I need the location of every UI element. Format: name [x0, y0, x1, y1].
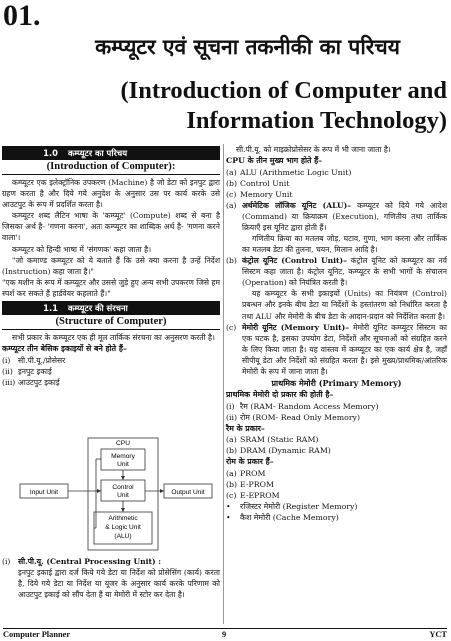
item-heading: सी.पी.यू. (Central Processing Unit) : — [18, 557, 162, 566]
title-en-line2: Information Technology) — [186, 107, 447, 134]
list-marker: (a) — [226, 435, 237, 445]
alu-label: & Logic Unit — [105, 524, 141, 531]
list-item — [2, 366, 220, 377]
list-marker: (c) — [226, 490, 237, 500]
primary-memory-types-heading: प्राथमिक मेमोरी दो प्रकार की होती है– — [226, 390, 334, 400]
list-item — [226, 512, 447, 523]
list-marker: (ii) — [2, 366, 13, 376]
list-item — [226, 501, 447, 512]
list-text: रैम (RAM- Random Access Memory) — [240, 401, 379, 411]
arrow-heads — [97, 476, 164, 512]
item-text: कंट्रोल यूनिट को कम्प्यूटर का नर्व सिस्टम कहा जाता है। कंट्रोल यूनिट, कम्प्यूटर के सभी भागों के संचालन (Operation) को नियंत्रित करती है। — [242, 256, 447, 288]
bullet-icon: • — [226, 512, 231, 522]
section-title-hindi: कम्प्यूटर का परिचय — [68, 148, 128, 158]
section-number: 1.1 — [43, 303, 58, 314]
list-text: इनपुट इकाई — [18, 366, 52, 376]
quote-paragraph: "एक मशीन के रूप में कम्प्यूटर और उससे जुड़े हुए अन्य सभी उपकरण जिसे हम स्पर्श कर सकते हैं हार्डवेयर कहलाते हैं।" — [2, 277, 220, 298]
column-divider — [223, 144, 224, 624]
paragraph: कम्प्यूटर एक इलेक्ट्रॉनिक उपकरण (Machine) है जो डेटा को इनपुट द्वारा ग्रहण करता है और दिये गये अनुदेश के अनुसार उस पर कार्य करके उसे आउटपुट के रूप में प्रदर्शित करता है। — [2, 178, 220, 210]
list-item — [226, 401, 447, 412]
cpu-parts-heading: CPU के तीन मुख्य भाग होते हैं– — [226, 156, 323, 166]
paragraph: यह कम्प्यूटर के सभी इकाइयों (Units) का नियंत्रण (Control) प्रबन्धन और इनके बीच डेटा या निर्देशों के हस्तांतरण को निर्धारित करता है तथा ALU और मेमोरी के बीच डेटा के आदान-प्रदान को निर्देशित करता है। — [242, 289, 447, 321]
list-text: SRAM (Static RAM) — [240, 435, 319, 445]
rom-types-heading: रोम के प्रकार हैं– — [226, 457, 274, 467]
page-footer — [3, 628, 447, 641]
item-marker: (c) — [226, 322, 237, 332]
alu-label: (ALU) — [114, 533, 132, 540]
list-item — [226, 490, 447, 501]
list-marker: (a) — [226, 167, 237, 177]
memory-unit-item — [226, 322, 447, 377]
list-item — [226, 445, 447, 456]
memory-unit-label: Unit — [117, 461, 129, 468]
right-column — [226, 144, 447, 523]
section-1-1-bar — [2, 301, 220, 315]
list-text: Control Unit — [240, 178, 290, 188]
list-text: DRAM (Dynamic RAM) — [240, 446, 331, 456]
definition-item — [2, 556, 220, 567]
list-marker: (b) — [226, 479, 238, 489]
list-item — [2, 377, 220, 388]
list-text: E-EPROM — [240, 490, 280, 500]
list-marker: (c) — [226, 189, 237, 199]
list-marker: (b) — [226, 178, 238, 188]
list-marker: (i) — [226, 401, 235, 411]
footer-publisher: YCT — [429, 630, 447, 639]
section-title-english: (Introduction of Computer): — [2, 160, 220, 175]
chapter-title-english — [85, 76, 447, 136]
list-item — [226, 167, 447, 178]
item-heading: कंट्रोल यूनिट (Control Unit)– — [242, 256, 347, 266]
item-heading: मेमोरी यूनिट (Memory Unit)– — [242, 322, 350, 332]
footer-book-title: Computer Planner — [3, 630, 71, 639]
list-item — [2, 355, 220, 366]
list-marker: (a) — [226, 468, 237, 478]
list-text: PROM — [240, 468, 266, 478]
control-unit-label: Control — [112, 484, 134, 491]
title-en-line1: (Introduction of Computer and — [120, 77, 447, 104]
list-item — [226, 178, 447, 189]
list-text: ALU (Arithmetic Logic Unit) — [240, 167, 352, 177]
list-marker: (b) — [226, 446, 238, 456]
left-column — [2, 146, 220, 388]
paragraph: कम्प्यूटर शब्द लैटिन भाषा के 'कम्प्यूट' (Compute) शब्द से बना है जिसका अर्थ है- 'गणना करना', अतः कम्प्यूटर का शाब्दिक अर्थ है- 'गणना करने वाला'। — [2, 211, 220, 243]
list-item — [226, 468, 447, 479]
item-marker: (i) — [2, 557, 11, 566]
list-item — [226, 189, 447, 200]
list-text: रजिस्टर मेमोरी (Register Memory) — [240, 501, 358, 511]
item-text: कम्प्यूटर को दिये गये आदेश (Command) या क्रियाक्रम (Execution), गणितीय तथा तार्किक क्रियाएँ इस यूनिट द्वारा होती हैं। — [242, 200, 447, 232]
list-text: आउटपुट इकाई — [18, 377, 60, 387]
paragraph: सभी प्रकार के कम्प्यूटर एक ही मूल तार्किक संरचना का अनुसरण करती है। — [12, 333, 215, 343]
list-text: कैश मेमोरी (Cache Memory) — [240, 512, 339, 522]
paragraph: सी.पी.यू. को माइक्रोप्रोसेसर के रूप में भी जाना जाता है। — [236, 145, 391, 154]
list-item — [226, 479, 447, 490]
section-number: 1.0 — [43, 148, 58, 158]
paragraph: गणितीय क्रिया का मतलब जोड़, घटाव, गुणा, भाग करना और तार्किक का मतलब डेटा की तुलना, चयन, मिलान आदि है। — [242, 233, 447, 254]
list-text: E-PROM — [240, 479, 274, 489]
list-item — [226, 434, 447, 445]
control-unit-label: Unit — [117, 492, 129, 499]
control-unit-item — [226, 255, 447, 288]
ram-types-heading: रैम के प्रकार– — [226, 423, 265, 433]
list-item — [226, 412, 447, 423]
cpu-label: CPU — [116, 440, 130, 447]
item-marker: (b) — [226, 256, 237, 266]
list-text: Memory Unit — [240, 189, 293, 199]
alu-label: Arithmetic — [108, 515, 138, 522]
item-heading: अर्थमेटिक लॉजिक यूनिट (ALU)– — [242, 200, 352, 210]
memory-unit-label: Memory — [111, 453, 135, 460]
chapter-title-hindi: कम्प्यूटर एवं सूचना तकनीकी का परिचय — [95, 35, 400, 59]
list-text: रोम (ROM- Read Only Memory) — [240, 412, 361, 422]
cpu-definition — [2, 556, 220, 600]
input-unit-label: Input Unit — [29, 489, 59, 496]
quote-paragraph: "जो कमाण्ड कम्प्यूटर को ये बताते हैं कि उसे क्या करना है उन्हें निर्देश (Instruction) कहा जाता है।" — [2, 255, 220, 276]
primary-memory-heading: प्राथमिक मेमोरी (Primary Memory) — [271, 378, 402, 389]
list-marker: (iii) — [2, 377, 16, 387]
section-1-0-bar — [2, 146, 220, 160]
paragraph: इनपुट इकाई द्वारा दर्ज किये गये डेटा या निर्देश को प्रोसेसिंग (कार्य) करता है, दिये गये डेटा या निर्देश या यूजर के अनुसार कार्य करके परिणाम को आउटपुट इकाई को सौंप देता है या मेमोरी में स्टोर कर देता है। — [18, 568, 220, 600]
list-text: सी.पी.यू./प्रोसेसर — [18, 355, 66, 365]
list-marker: (ii) — [226, 412, 238, 422]
page-number: 9 — [222, 630, 227, 639]
units-heading: कम्प्यूटर तीन बेसिक इकाइयों से बने होते हैं– — [2, 344, 127, 354]
alu-item — [226, 200, 447, 233]
section-title-hindi: कम्प्यूटर की संरचना — [68, 303, 128, 314]
section-title-english: (Structure of Computer) — [2, 315, 220, 330]
computer-structure-diagram — [18, 434, 214, 552]
item-marker: (a) — [226, 200, 237, 210]
bullet-icon: • — [226, 501, 231, 511]
paragraph: कम्प्यूटर को हिन्दी भाषा में 'संगणक' कहा जाता है। — [12, 244, 152, 254]
chapter-number: 01. — [3, 0, 41, 32]
output-unit-label: Output Unit — [171, 489, 205, 496]
list-marker: (i) — [2, 355, 11, 365]
item-text: मेमोरी यूनिट कम्प्यूटर सिस्टम का एक घटक है, इसका उपयोग डेटा, निर्देशों और सूचनाओं को संग्रहित करने के लिए किया जाता है। यह वास्तव में कम्प्यूटर का एक कार्य क्षेत्र है, जहाँ सीपीयू डेटा और निर्देशों को संग्रहित करता है। इसे मुख्य/प्राथमिक/आंतरिक मेमोरी के रूप में जाना जाता है। — [242, 322, 447, 376]
